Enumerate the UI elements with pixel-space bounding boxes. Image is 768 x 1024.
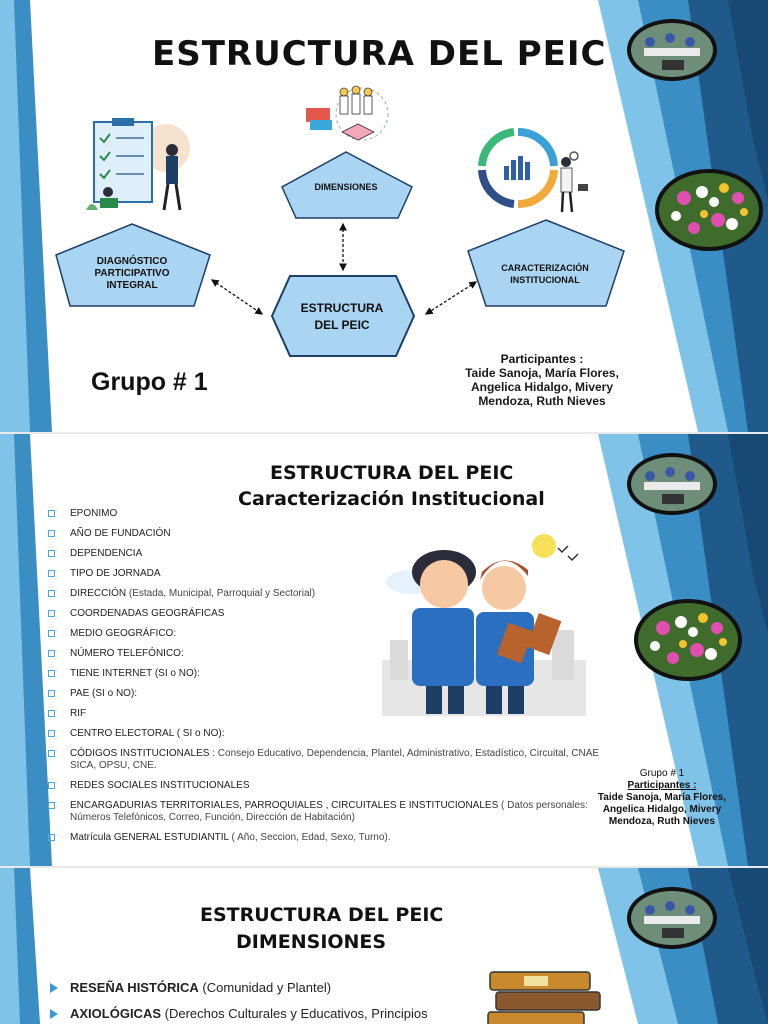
classroom-photo: [626, 886, 718, 950]
participants-block: [452, 352, 632, 408]
list-item-label: TIPO DE JORNADA: [70, 568, 161, 579]
list-item: [48, 980, 468, 996]
list-item-detail: ( Año, Seccion, Edad, Sexo, Turno).: [228, 832, 391, 843]
list-item-label: AÑO DE FUNDACIÓN: [70, 528, 171, 539]
list-item-detail: (Estada, Municipal, Parroquial y Sectorial): [126, 588, 316, 599]
group-number: Grupo # 1: [639, 768, 685, 779]
left-decor-stripes: [0, 434, 52, 866]
centro-label: ESTRUCTURA DEL PEIC: [300, 301, 384, 332]
square-bullet-icon: [48, 782, 55, 789]
list-item: [46, 508, 606, 520]
flowers-photo: [654, 168, 764, 252]
list-item-label: ENCARGADURIAS TERRITORIALES, PARROQUIALES , CIRCUITALES E INSTITUCIONALES: [70, 800, 499, 811]
list-item-detail: Consejo Educativo, Dependencia, Plantel, Administrativo, Estadístico, Circuital, CNAE SICA, OPSU, CNE.: [70, 748, 600, 771]
square-bullet-icon: [48, 802, 55, 809]
caracterizacion-label: CARACTERIZACIÓN INSTITUCIONAL: [501, 263, 589, 285]
participants-label: Participantes :: [500, 352, 584, 366]
list-item-label: RIF: [70, 708, 87, 719]
square-bullet-icon: [48, 834, 55, 841]
list-item: [46, 728, 606, 740]
list-item: [48, 1006, 468, 1022]
list-item: [46, 800, 606, 824]
participants-names: Taide Sanoja, María Flores, Angelica Hidalgo, Mivery Mendoza, Ruth Nieves: [597, 792, 727, 827]
list-item-label: Matrícula GENERAL ESTUDIANTIL: [70, 832, 229, 843]
list-item-label: TIENE INTERNET (SI o NO):: [70, 668, 200, 679]
group-number: Grupo # 1: [91, 368, 208, 396]
list-item-label: AXIOLÓGICAS: [70, 1006, 162, 1021]
square-bullet-icon: [48, 550, 55, 557]
census-workers-illustration: [382, 530, 586, 718]
participants-label: Participantes :: [627, 780, 697, 791]
classroom-photo: [626, 452, 718, 516]
triangle-bullet-icon: [50, 1009, 58, 1019]
square-bullet-icon: [48, 530, 55, 537]
books-illustration: [484, 968, 604, 1024]
list-item: [46, 780, 606, 792]
square-bullet-icon: [48, 510, 55, 517]
slide-subtitle: Caracterización Institucional: [238, 488, 545, 510]
square-bullet-icon: [48, 730, 55, 737]
participants-block: [580, 768, 744, 828]
dimensiones-label: DIMENSIONES: [314, 182, 378, 192]
list-item-label: DIRECCIÓN: [70, 588, 127, 599]
slide-1: [0, 0, 768, 432]
dimensiones-list: [48, 980, 468, 1024]
list-item-label: REDES SOCIALES INSTITUCIONALES: [70, 780, 250, 791]
square-bullet-icon: [48, 590, 55, 597]
slide-2: [0, 434, 768, 866]
left-decor-stripes: [0, 868, 52, 1024]
list-item-label: EPONIMO: [70, 508, 118, 519]
triangle-bullet-icon: [50, 983, 58, 993]
square-bullet-icon: [48, 690, 55, 697]
list-item-label: RESEÑA HISTÓRICA: [70, 980, 199, 995]
list-item-detail: ( Datos personales: Números Telefónicos, Correo, Función, Dirección de Habitación): [70, 800, 588, 823]
square-bullet-icon: [48, 750, 55, 757]
square-bullet-icon: [48, 630, 55, 637]
slide-title: ESTRUCTURA DEL PEIC: [270, 462, 514, 484]
slide-3: [0, 868, 768, 1024]
square-bullet-icon: [48, 610, 55, 617]
list-item: [46, 832, 606, 844]
square-bullet-icon: [48, 670, 55, 677]
list-item-label: CÓDIGOS INSTITUCIONALES :: [70, 748, 216, 759]
slide-subtitle: DIMENSIONES: [236, 931, 387, 953]
list-item-detail: (Derechos Culturales y Educativos, Principios: [161, 1006, 428, 1021]
list-item-detail: (Comunidad y Plantel): [198, 980, 332, 995]
diagnostico-label: DIAGNÓSTICO PARTICIPATIVO INTEGRAL: [94, 256, 170, 291]
list-item-label: NÚMERO TELEFÓNICO:: [70, 648, 184, 659]
participants-names: Taide Sanoja, María Flores, Angelica Hidalgo, Mivery Mendoza, Ruth Nieves: [465, 366, 619, 408]
list-item: [46, 748, 606, 772]
list-item-label: PAE (SI o NO):: [70, 688, 138, 699]
flowers-photo: [632, 598, 744, 682]
list-item-label: CENTRO ELECTORAL ( SI o NO):: [70, 728, 225, 739]
list-item-label: MEDIO GEOGRÁFICO:: [70, 628, 177, 639]
list-item-label: COORDENADAS GEOGRÁFICAS: [70, 608, 225, 619]
list-item-label: DEPENDENCIA: [70, 548, 143, 559]
square-bullet-icon: [48, 650, 55, 657]
slide-title: ESTRUCTURA DEL PEIC: [200, 904, 444, 926]
slide-title: ESTRUCTURA DEL PEIC: [152, 34, 607, 74]
classroom-photo: [626, 18, 718, 82]
square-bullet-icon: [48, 570, 55, 577]
square-bullet-icon: [48, 710, 55, 717]
